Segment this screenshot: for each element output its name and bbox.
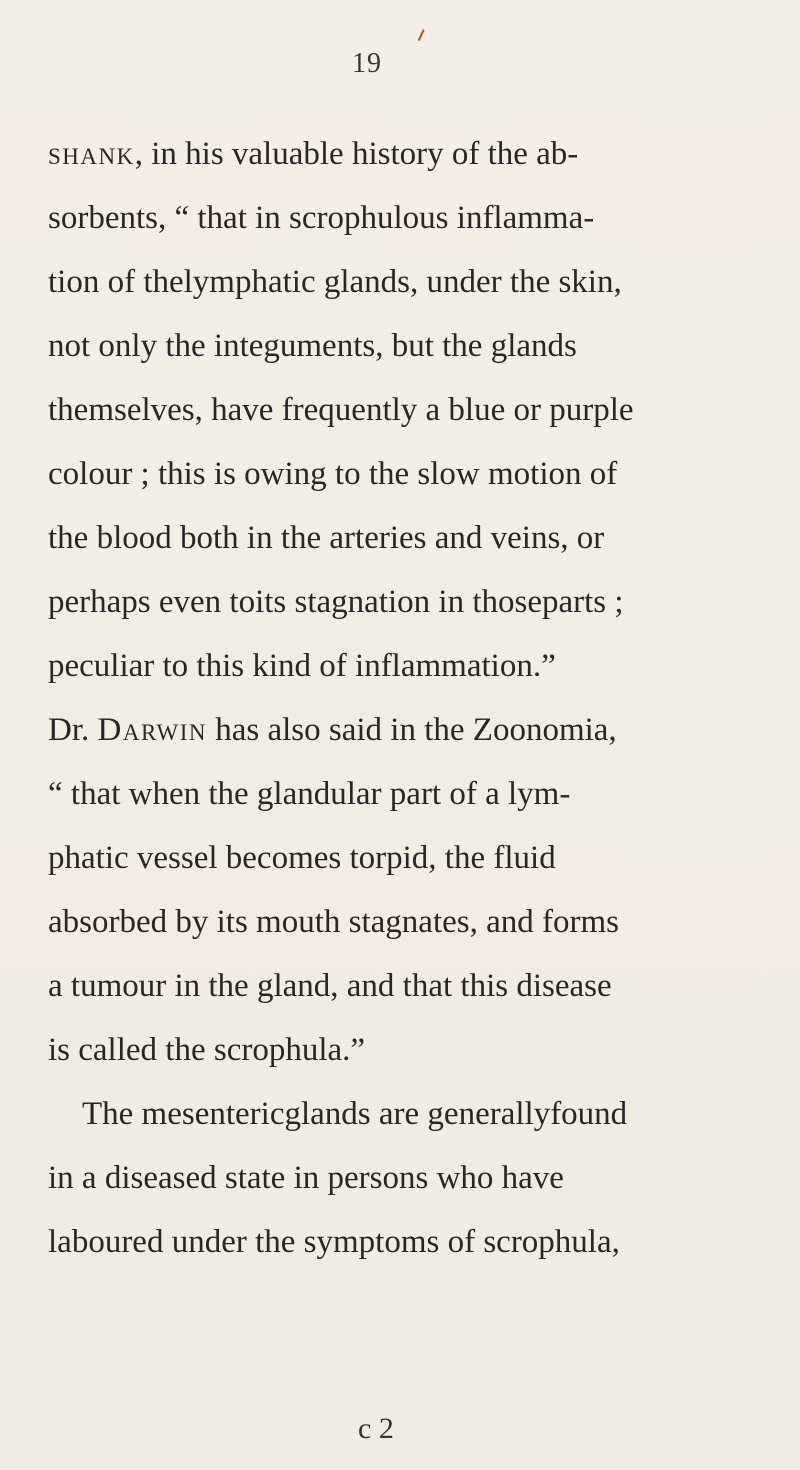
author-name-darwin: Darwin — [97, 712, 207, 748]
text-line: the blood both in the arteries and veins, or — [48, 520, 605, 556]
text-line: themselves, have frequently a blue or purple — [48, 392, 634, 428]
text-line: “ that when the glandular part of a lym- — [48, 776, 571, 812]
text-line: sorbents, “ that in scrophulous inflamma- — [48, 200, 595, 236]
text-line: perhaps even toits stagnation in thoseparts ; — [48, 584, 624, 620]
text-line: peculiar to this kind of inflammation.” — [48, 648, 556, 684]
text-fragment: , in his valuable history of the ab- — [134, 136, 579, 172]
text-line — [48, 710, 617, 750]
text-fragment: has also said in the Zoonomia, — [207, 712, 617, 748]
author-name-shank: shank — [48, 136, 135, 172]
text-line: laboured under the symptoms of scrophula, — [48, 1224, 620, 1260]
page-number: 19 — [352, 48, 382, 79]
text-fragment: Dr. — [48, 712, 98, 748]
text-line: colour ; this is owing to the slow motion of — [48, 456, 618, 492]
paragraph-start-line: The mesentericglands are generallyfound — [82, 1096, 628, 1132]
text-line: not only the integuments, but the glands — [48, 328, 577, 364]
signature-mark: c 2 — [358, 1412, 394, 1445]
text-line: absorbed by its mouth stagnates, and forms — [48, 904, 619, 940]
text-line: phatic vessel becomes torpid, the fluid — [48, 840, 556, 876]
text-line: a tumour in the gland, and that this disease — [48, 968, 612, 1004]
text-line: is called the scrophula.” — [48, 1032, 366, 1068]
text-line: in a diseased state in persons who have — [48, 1160, 564, 1196]
text-line: tion of thelymphatic glands, under the skin, — [48, 264, 622, 300]
text-line — [48, 134, 578, 174]
